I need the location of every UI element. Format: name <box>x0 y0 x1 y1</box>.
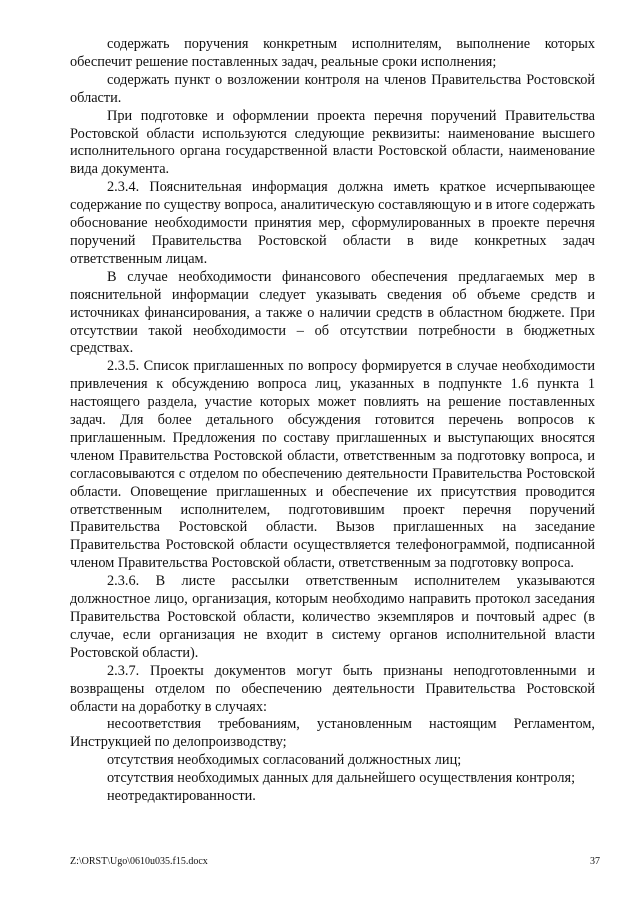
paragraph-2-3-5: 2.3.5. Список приглашенных по вопросу формируется в случае необходимости привлечения к обсуждению вопроса лиц, указанных в подпункте 1.6 пункта 1 настоящего раздела, участие которых может повлиять на решение поставленных задач. Для более детального обсуждения готовится перечень вопросов к приглашенным. Предложения по составу приглашенных и выступающих вносятся членом Правительства Ростовской области, ответственным за подготовку вопроса, и согласовываются с отделом по обеспечению деятельности Правительства Ростовской области. Оповещение приглашенных и обеспечение их присутствия проводится ответственным исполнителем, подготовившим проект перечня поручений Правительства Ростовской области. Вызов приглашенных на заседание Правительства Ростовской области осуществляется телефонограммой, подписанной членом Правительства Ростовской области, ответственным за подготовку вопроса. <box>70 358 595 572</box>
footer-file-path: Z:\ORST\Ugo\0610u035.f15.docx <box>70 856 208 867</box>
document-body <box>70 36 595 806</box>
paragraph-2-3-7: 2.3.7. Проекты документов могут быть признаны неподготовленными и возвращены отделом по обеспечению деятельности Правительства Ростовской области на доработку в случаях: <box>70 662 595 715</box>
paragraph-financing: В случае необходимости финансового обеспечения предлагаемых мер в пояснительной информации следует указывать сведения об объеме средств и источниках финансирования, а также о наличии средств в областном бюджете. При отсутствии такой необходимости – об отсутствии потребности в бюджетных средствах. <box>70 268 595 357</box>
paragraph-orders-content: содержать поручения конкретным исполнителям, выполнение которых обеспечит решение поставленных задач, реальные сроки исполнения; <box>70 36 595 70</box>
page-number: 37 <box>590 856 600 867</box>
list-item-unedited: неотредактированности. <box>107 788 256 805</box>
paragraph-2-3-4: 2.3.4. Пояснительная информация должна иметь краткое исчерпывающее содержание по существу вопроса, аналитическую составляющую и в итоге содержать обоснование необходимости принятия мер, сформулированных в проекте перечня поручений Правительства Ростовской области в виде конкретных задач ответственным лицам. <box>70 179 595 267</box>
list-item-control-data: отсутствия необходимых данных для дальнейшего осуществления контроля; <box>107 770 576 787</box>
paragraph-requisites: При подготовке и оформлении проекта перечня поручений Правительства Ростовской области используются следующие реквизиты: наименование высшего исполнительного органа государственной власти Ростовской области, наименование вида документа. <box>70 107 595 178</box>
list-item-approvals: отсутствия необходимых согласований должностных лиц; <box>107 752 462 769</box>
paragraph-control-clause: содержать пункт о возложении контроля на членов Правительства Ростовской области. <box>70 71 595 106</box>
list-item-requirements: несоответствия требованиям, установленным настоящим Регламентом, Инструкцией по делопроизводству; <box>70 716 595 751</box>
paragraph-2-3-6: 2.3.6. В листе рассылки ответственным исполнителем указываются должностное лицо, организация, которым необходимо направить протокол заседания Правительства Ростовской области, количество экземпляров и почтовый адрес (в случае, если организация не входит в систему органов исполнительной власти Ростовской области). <box>70 573 595 661</box>
